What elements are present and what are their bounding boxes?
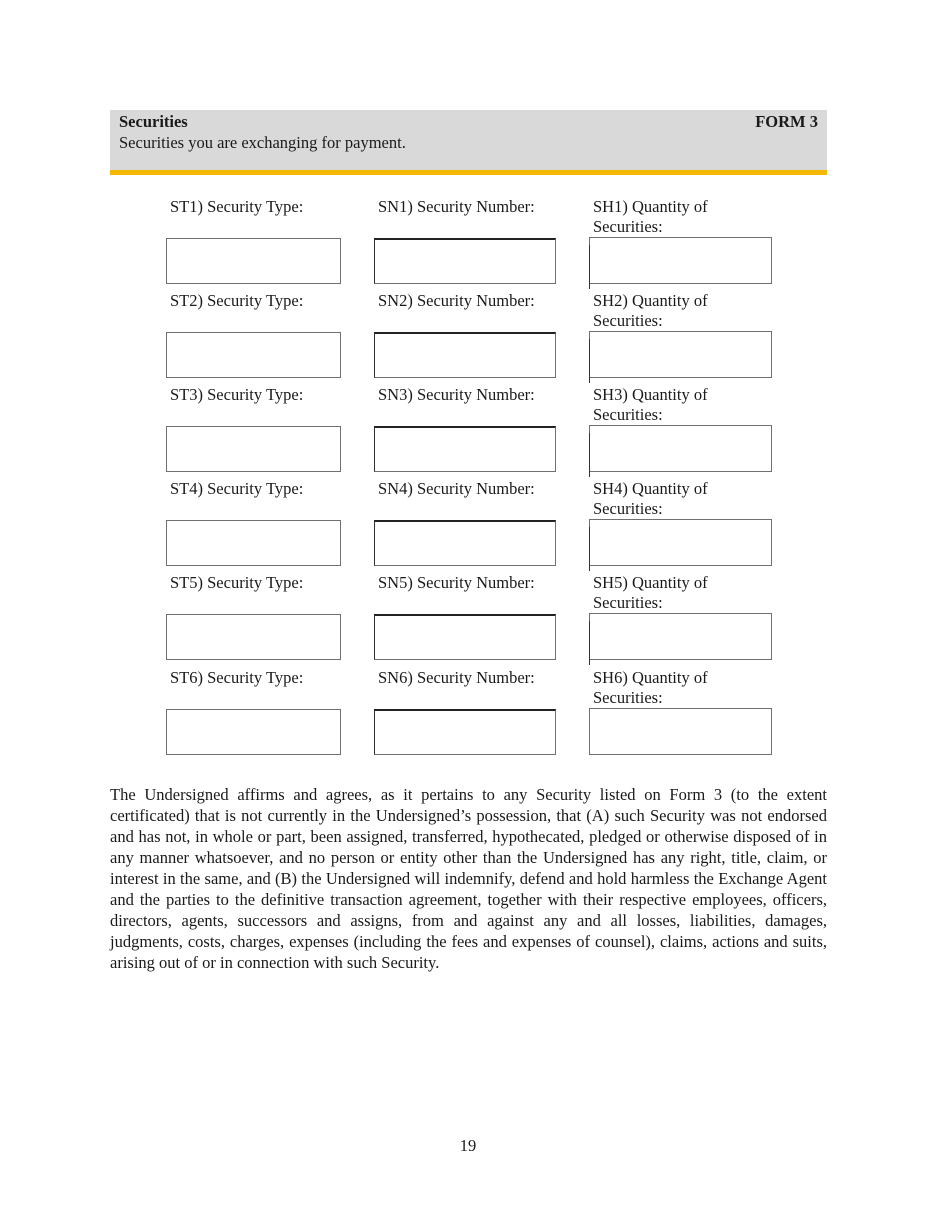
security-type-field[interactable] [166,709,341,755]
quantity-label-line1: SH1) Quantity of [593,197,708,216]
field-edge-mark [589,339,590,383]
page-number: 19 [459,1136,477,1155]
security-number-field[interactable] [374,332,556,378]
security-type-field[interactable] [166,238,341,284]
security-number-label: SN2) Security Number: [378,291,535,310]
quantity-input[interactable] [590,238,771,283]
quantity-field[interactable] [589,519,772,566]
quantity-label-line2: Securities: [593,311,663,330]
security-type-label: ST4) Security Type: [170,479,304,498]
quantity-label-line1: SH5) Quantity of [593,573,708,592]
quantity-field[interactable] [589,613,772,660]
quantity-input[interactable] [590,426,771,471]
security-type-label: ST1) Security Type: [170,197,304,216]
quantity-input[interactable] [590,709,771,754]
security-number-label: SN3) Security Number: [378,385,535,404]
security-number-field[interactable] [374,709,556,755]
security-type-label: ST5) Security Type: [170,573,304,592]
security-number-input[interactable] [375,334,555,377]
security-type-input[interactable] [167,615,340,659]
security-type-label: ST6) Security Type: [170,668,304,687]
quantity-input[interactable] [590,520,771,565]
quantity-label-line1: SH4) Quantity of [593,479,708,498]
affirmation-paragraph: The Undersigned affirms and agrees, as it pertains to any Security listed on Form 3 (to the extent certificated) that is not currently in the Undersigned’s possession, that (A) such Security was not endorsed and has not, in whole or part, been assigned, transferred, hypothecated, pledged or otherwise disposed of in any manner whatsoever, and no person or entity other than the Undersigned has any right, title, claim, or interest in the same, and (B) the Undersigned will indemnify, defend and hold harmless the Exchange Agent and the parties to the definitive transaction agreement, together with their respective employees, officers, directors, agents, successors and assigns, from and against any and all losses, liabilities, damages, judgments, costs, charges, expenses (including the fees and expenses of counsel), claims, actions and suits, arising out of or in connection with such Security. [110,785,827,972]
quantity-label [593,291,708,331]
quantity-label-line1: SH3) Quantity of [593,385,708,404]
form-header [110,110,827,175]
security-number-label: SN1) Security Number: [378,197,535,216]
security-number-label: SN4) Security Number: [378,479,535,498]
security-type-field[interactable] [166,614,341,660]
security-type-label: ST2) Security Type: [170,291,304,310]
security-number-input[interactable] [375,616,555,659]
security-number-input[interactable] [375,428,555,471]
quantity-field[interactable] [589,425,772,472]
field-edge-mark [589,621,590,665]
security-number-field[interactable] [374,426,556,472]
security-number-field[interactable] [374,614,556,660]
security-type-field[interactable] [166,426,341,472]
quantity-input[interactable] [590,332,771,377]
quantity-label-line1: SH2) Quantity of [593,291,708,310]
security-type-input[interactable] [167,333,340,377]
security-type-field[interactable] [166,332,341,378]
security-type-input[interactable] [167,427,340,471]
field-edge-mark [589,527,590,571]
quantity-field[interactable] [589,237,772,284]
field-edge-mark [589,433,590,477]
quantity-label-line2: Securities: [593,217,663,236]
quantity-input[interactable] [590,614,771,659]
quantity-field[interactable] [589,708,772,755]
security-type-label: ST3) Security Type: [170,385,304,404]
security-number-input[interactable] [375,240,555,283]
security-number-label: SN6) Security Number: [378,668,535,687]
form-id: FORM 3 [755,112,818,131]
quantity-label-line2: Securities: [593,688,663,707]
security-number-input[interactable] [375,711,555,754]
security-number-field[interactable] [374,520,556,566]
security-type-field[interactable] [166,520,341,566]
quantity-label [593,668,708,708]
field-edge-mark [589,245,590,289]
quantity-label [593,573,708,613]
security-type-input[interactable] [167,521,340,565]
quantity-label-line2: Securities: [593,405,663,424]
quantity-field[interactable] [589,331,772,378]
quantity-label-line2: Securities: [593,593,663,612]
section-subtitle: Securities you are exchanging for payment. [119,133,406,152]
security-type-input[interactable] [167,710,340,754]
security-number-input[interactable] [375,522,555,565]
section-title: Securities [119,112,188,131]
security-type-input[interactable] [167,239,340,283]
quantity-label [593,385,708,425]
security-number-label: SN5) Security Number: [378,573,535,592]
security-number-field[interactable] [374,238,556,284]
quantity-label [593,197,708,237]
quantity-label-line2: Securities: [593,499,663,518]
quantity-label [593,479,708,519]
quantity-label-line1: SH6) Quantity of [593,668,708,687]
